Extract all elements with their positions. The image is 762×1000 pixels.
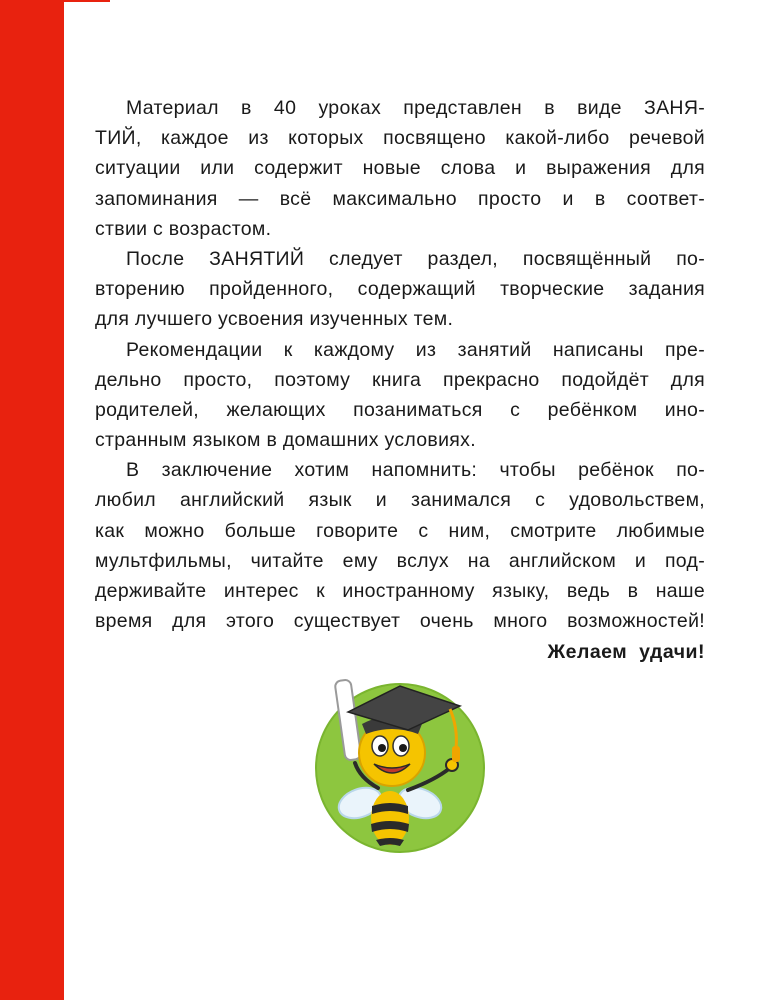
text-line: ствии с возрастом. [95,217,272,240]
text-line: странным языком в домашних условиях. [95,429,476,452]
paragraph-2 [95,244,705,335]
text-line: После ЗАНЯТИЙ следует раздел, посвящённый по- [126,247,705,270]
text-line: для лучшего усвоения изученных тем. [95,308,454,331]
text-line: ситуации или содержит новые слова и выражения для [95,157,705,180]
text-line: Материал в 40 уроках представлен в виде ЗАНЯ- [126,97,705,119]
text-line: вторению пройденного, содержащий творческие задания [95,278,705,301]
text-line: время для этого существует очень много возможностей! [95,610,705,633]
paragraph-1 [95,93,705,244]
paragraph-4 [95,455,705,636]
text-line: ТИЙ, каждое из которых посвящено какой-либо речевой [95,127,705,150]
text-line: держивайте интерес к иностранному языку, ведь в наше [95,580,705,602]
text-line: любил английский язык и занимался с удовольствем, [95,489,705,512]
body-text [95,93,705,636]
paragraph-3 [95,335,705,456]
top-red-mark [64,0,110,2]
bee-graduate-icon [300,668,500,868]
text-line: родителей, желающих позаниматься с ребёнком ино- [95,398,705,421]
text-line: мультфильмы, читайте ему вслух на английском и под- [95,549,705,572]
text-line: как можно больше говорите с ним, смотрите любимые [95,519,705,542]
closing-wish: Желаем удачи! [547,641,705,663]
red-margin-stripe [0,0,64,1000]
text-line: В заключение хотим напомнить: чтобы ребёнок по- [126,459,705,482]
text-line: запоминания — всё максимально просто и в соответ- [95,187,705,210]
text-line: Рекомендации к каждому из занятий написаны пре- [126,338,705,361]
text-line: дельно просто, поэтому книга прекрасно подойдёт для [95,368,705,391]
